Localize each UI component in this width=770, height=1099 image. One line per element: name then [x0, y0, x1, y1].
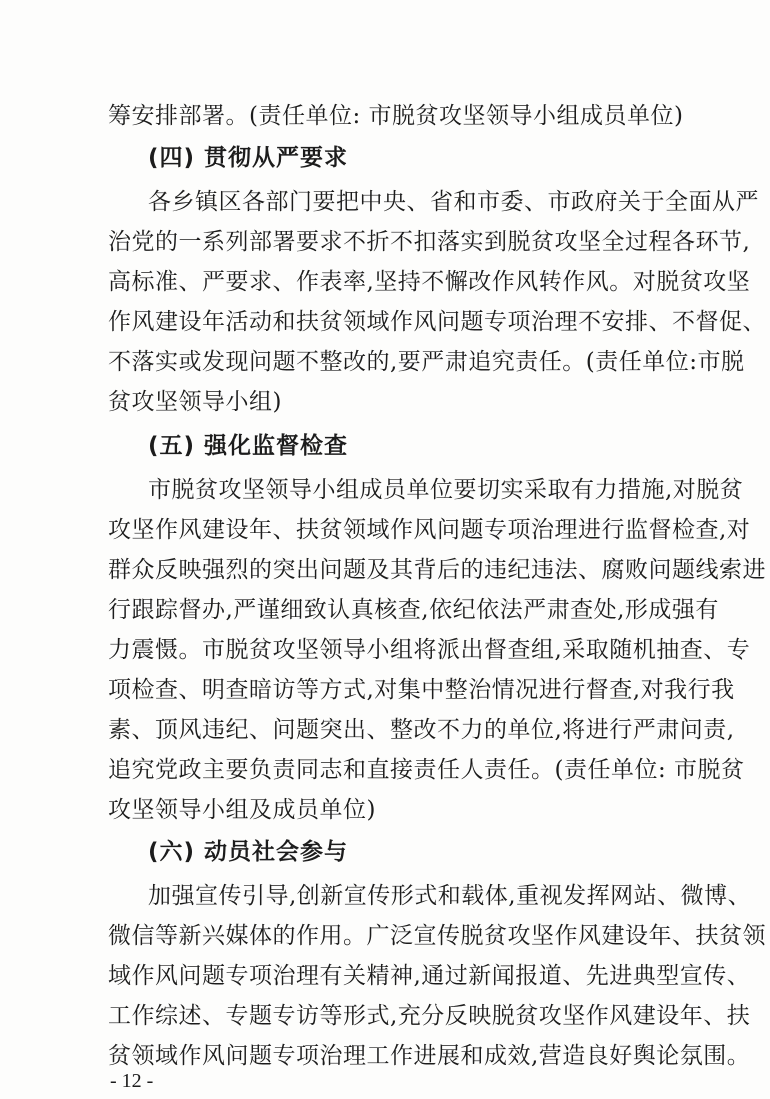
paragraph-line: 域作风问题专项治理有关精神,通过新闻报道、先进典型宣传、: [108, 963, 751, 989]
paragraph-line: 贫攻坚领导小组): [108, 389, 282, 415]
page-number: - 12 -: [110, 1070, 154, 1092]
paragraph-line: 作风建设年活动和扶贫领域作风问题专项治理不安排、不督促、: [108, 309, 766, 335]
paragraph-line: 攻坚作风建设年、扶贫领域作风问题专项治理进行监督检查,对: [108, 517, 751, 543]
paragraph-line: 不落实或发现问题不整改的,要严肃追究责任。(责任单位:市脱: [108, 349, 745, 375]
paragraph-line: 筹安排部署。(责任单位: 市脱贫攻坚领导小组成员单位): [108, 103, 684, 129]
paragraph-line: 高标准、严要求、作表率,坚持不懈改作风转作风。对脱贫攻坚: [108, 269, 751, 295]
section-heading-5: (五) 强化监督检查: [148, 433, 349, 459]
paragraph-line: 工作综述、专题专访等形式,充分反映脱贫攻坚作风建设年、扶: [108, 1003, 751, 1029]
paragraph-line: 各乡镇区各部门要把中央、省和市委、市政府关于全面从严: [148, 189, 759, 215]
paragraph-line: 行跟踪督办,严谨细致认真核查,依纪依法严肃查处,形成强有: [108, 597, 719, 623]
paragraph-line: 治党的一系列部署要求不折不扣落实到脱贫攻坚全过程各环节,: [108, 229, 751, 255]
section-heading-6: (六) 动员社会参与: [148, 839, 349, 865]
paragraph-line: 微信等新兴媒体的作用。广泛宣传脱贫攻坚作风建设年、扶贫领: [108, 923, 766, 949]
paragraph-line: 加强宣传引导,创新宣传形式和载体,重视发挥网站、微博、: [148, 883, 752, 909]
paragraph-line: 素、顶风违纪、问题突出、整改不力的单位,将进行严肃问责,: [108, 717, 735, 743]
paragraph-line: 项检查、明查暗访等方式,对集中整治情况进行督查,对我行我: [108, 677, 735, 703]
section-heading-4: (四) 贯彻从严要求: [148, 145, 349, 171]
paragraph-line: 追究党政主要负责同志和直接责任人责任。(责任单位: 市脱贫: [108, 757, 745, 783]
paragraph-line: 力震慑。市脱贫攻坚领导小组将派出督查组,采取随机抽查、专: [108, 637, 751, 663]
paragraph-line: 贫领域作风问题专项治理工作进展和成效,营造良好舆论氛围。: [108, 1043, 751, 1069]
paragraph-line: 群众反映强烈的突出问题及其背后的违纪违法、腐败问题线索进: [108, 557, 766, 583]
paragraph-line: 攻坚领导小组及成员单位): [108, 797, 376, 823]
paragraph-line: 市脱贫攻坚领导小组成员单位要切实采取有力措施,对脱贫: [148, 477, 744, 503]
